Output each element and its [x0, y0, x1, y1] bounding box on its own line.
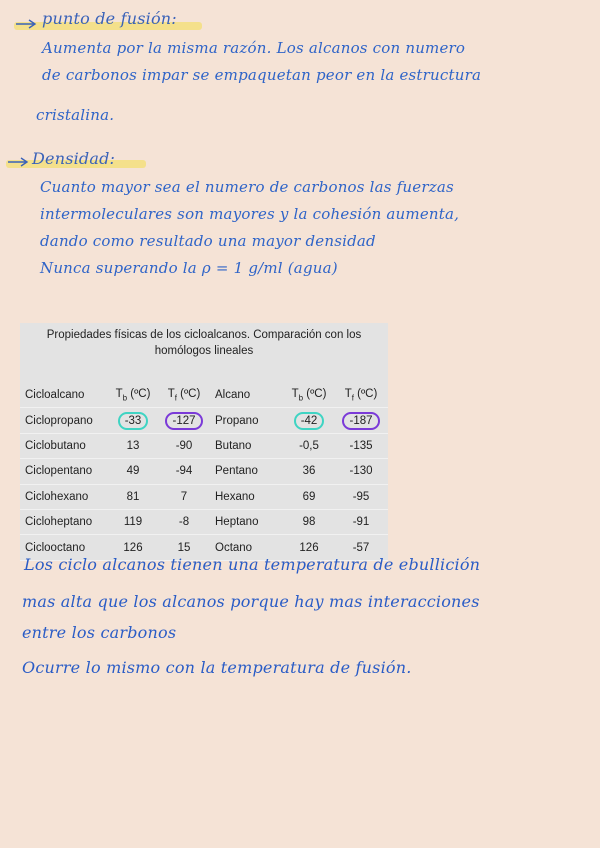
section2-heading: Densidad:: [32, 149, 116, 168]
cell: Ciclohexano: [20, 484, 108, 509]
cell: -95: [334, 484, 388, 509]
table-row: [20, 509, 388, 534]
cell: 119: [108, 509, 158, 534]
table-row: [20, 484, 388, 509]
cell: 126: [108, 535, 158, 560]
cell: -94: [158, 459, 210, 484]
cell: Ciclooctano: [20, 535, 108, 560]
table-header-row: [20, 383, 388, 408]
circle-mark: -187: [342, 412, 379, 430]
cell: 13: [108, 433, 158, 458]
cell: -90: [158, 433, 210, 458]
table-row: [20, 433, 388, 458]
cell: 81: [108, 484, 158, 509]
note-line-2: mas alta que los alcanos porque hay mas interacciones: [22, 592, 480, 611]
cell: [284, 408, 334, 433]
section2-line-2: intermoleculares son mayores y la cohesión aumenta,: [40, 205, 460, 223]
cell: [334, 408, 388, 433]
arrow-right-icon: [6, 154, 32, 168]
table-row: [20, 459, 388, 484]
arrow-right-icon: [14, 16, 40, 30]
cell: Butano: [210, 433, 284, 458]
circle-mark: -42: [294, 412, 325, 430]
cell: Octano: [210, 535, 284, 560]
circle-mark: -127: [165, 412, 202, 430]
cell: Cicloheptano: [20, 509, 108, 534]
circle-mark: -33: [118, 412, 149, 430]
cell: 36: [284, 459, 334, 484]
section2-line-1: Cuanto mayor sea el numero de carbonos las fuerzas: [40, 178, 454, 196]
cell: Hexano: [210, 484, 284, 509]
properties-table: [20, 323, 388, 554]
section1-line-1: Aumenta por la misma razón. Los alcanos con numero: [42, 39, 466, 57]
cell: 7: [158, 484, 210, 509]
note-line-1: Los ciclo alcanos tienen una temperatura de ebullición: [24, 555, 481, 574]
section1-heading: punto de fusión:: [42, 9, 177, 28]
table-row: [20, 408, 388, 433]
col-header-tf-2: $T_f$ (ºC): [334, 383, 388, 408]
table-grid: [20, 383, 388, 561]
cell: -135: [334, 433, 388, 458]
cell: -91: [334, 509, 388, 534]
cell: -0,5: [284, 433, 334, 458]
cell: Heptano: [210, 509, 284, 534]
cell: 126: [284, 535, 334, 560]
cell: Ciclopentano: [20, 459, 108, 484]
cell: Pentano: [210, 459, 284, 484]
cell: -130: [334, 459, 388, 484]
note-line-3: entre los carbonos: [22, 623, 177, 642]
col-header-alcano: Alcano: [210, 383, 284, 408]
section2-line-4: Nunca superando la ρ = 1 g/ml (agua): [40, 259, 338, 277]
cell: [158, 408, 210, 433]
cell: 69: [284, 484, 334, 509]
col-header-cicloalcano: Cicloalcano: [20, 383, 108, 408]
cell: 15: [158, 535, 210, 560]
col-header-tf: $T_f$ (ºC): [158, 383, 210, 408]
cell: Ciclobutano: [20, 433, 108, 458]
col-header-tb: $T_b$ (ºC): [108, 383, 158, 408]
cell: Propano: [210, 408, 284, 433]
cell: [108, 408, 158, 433]
col-header-tb-2: $T_b$ (ºC): [284, 383, 334, 408]
cell: -8: [158, 509, 210, 534]
cell: -57: [334, 535, 388, 560]
section2-line-3: dando como resultado una mayor densidad: [40, 232, 376, 250]
section1-line-3: cristalina.: [36, 106, 115, 124]
section1-line-2: de carbonos impar se empaquetan peor en la estructura: [42, 66, 482, 84]
note-line-4: Ocurre lo mismo con la temperatura de fusión.: [22, 658, 412, 677]
cell: Ciclopropano: [20, 408, 108, 433]
cell: 49: [108, 459, 158, 484]
cell: 98: [284, 509, 334, 534]
table-title: Propiedades físicas de los cicloalcanos. Comparación con los homólogos lineales: [20, 323, 388, 383]
